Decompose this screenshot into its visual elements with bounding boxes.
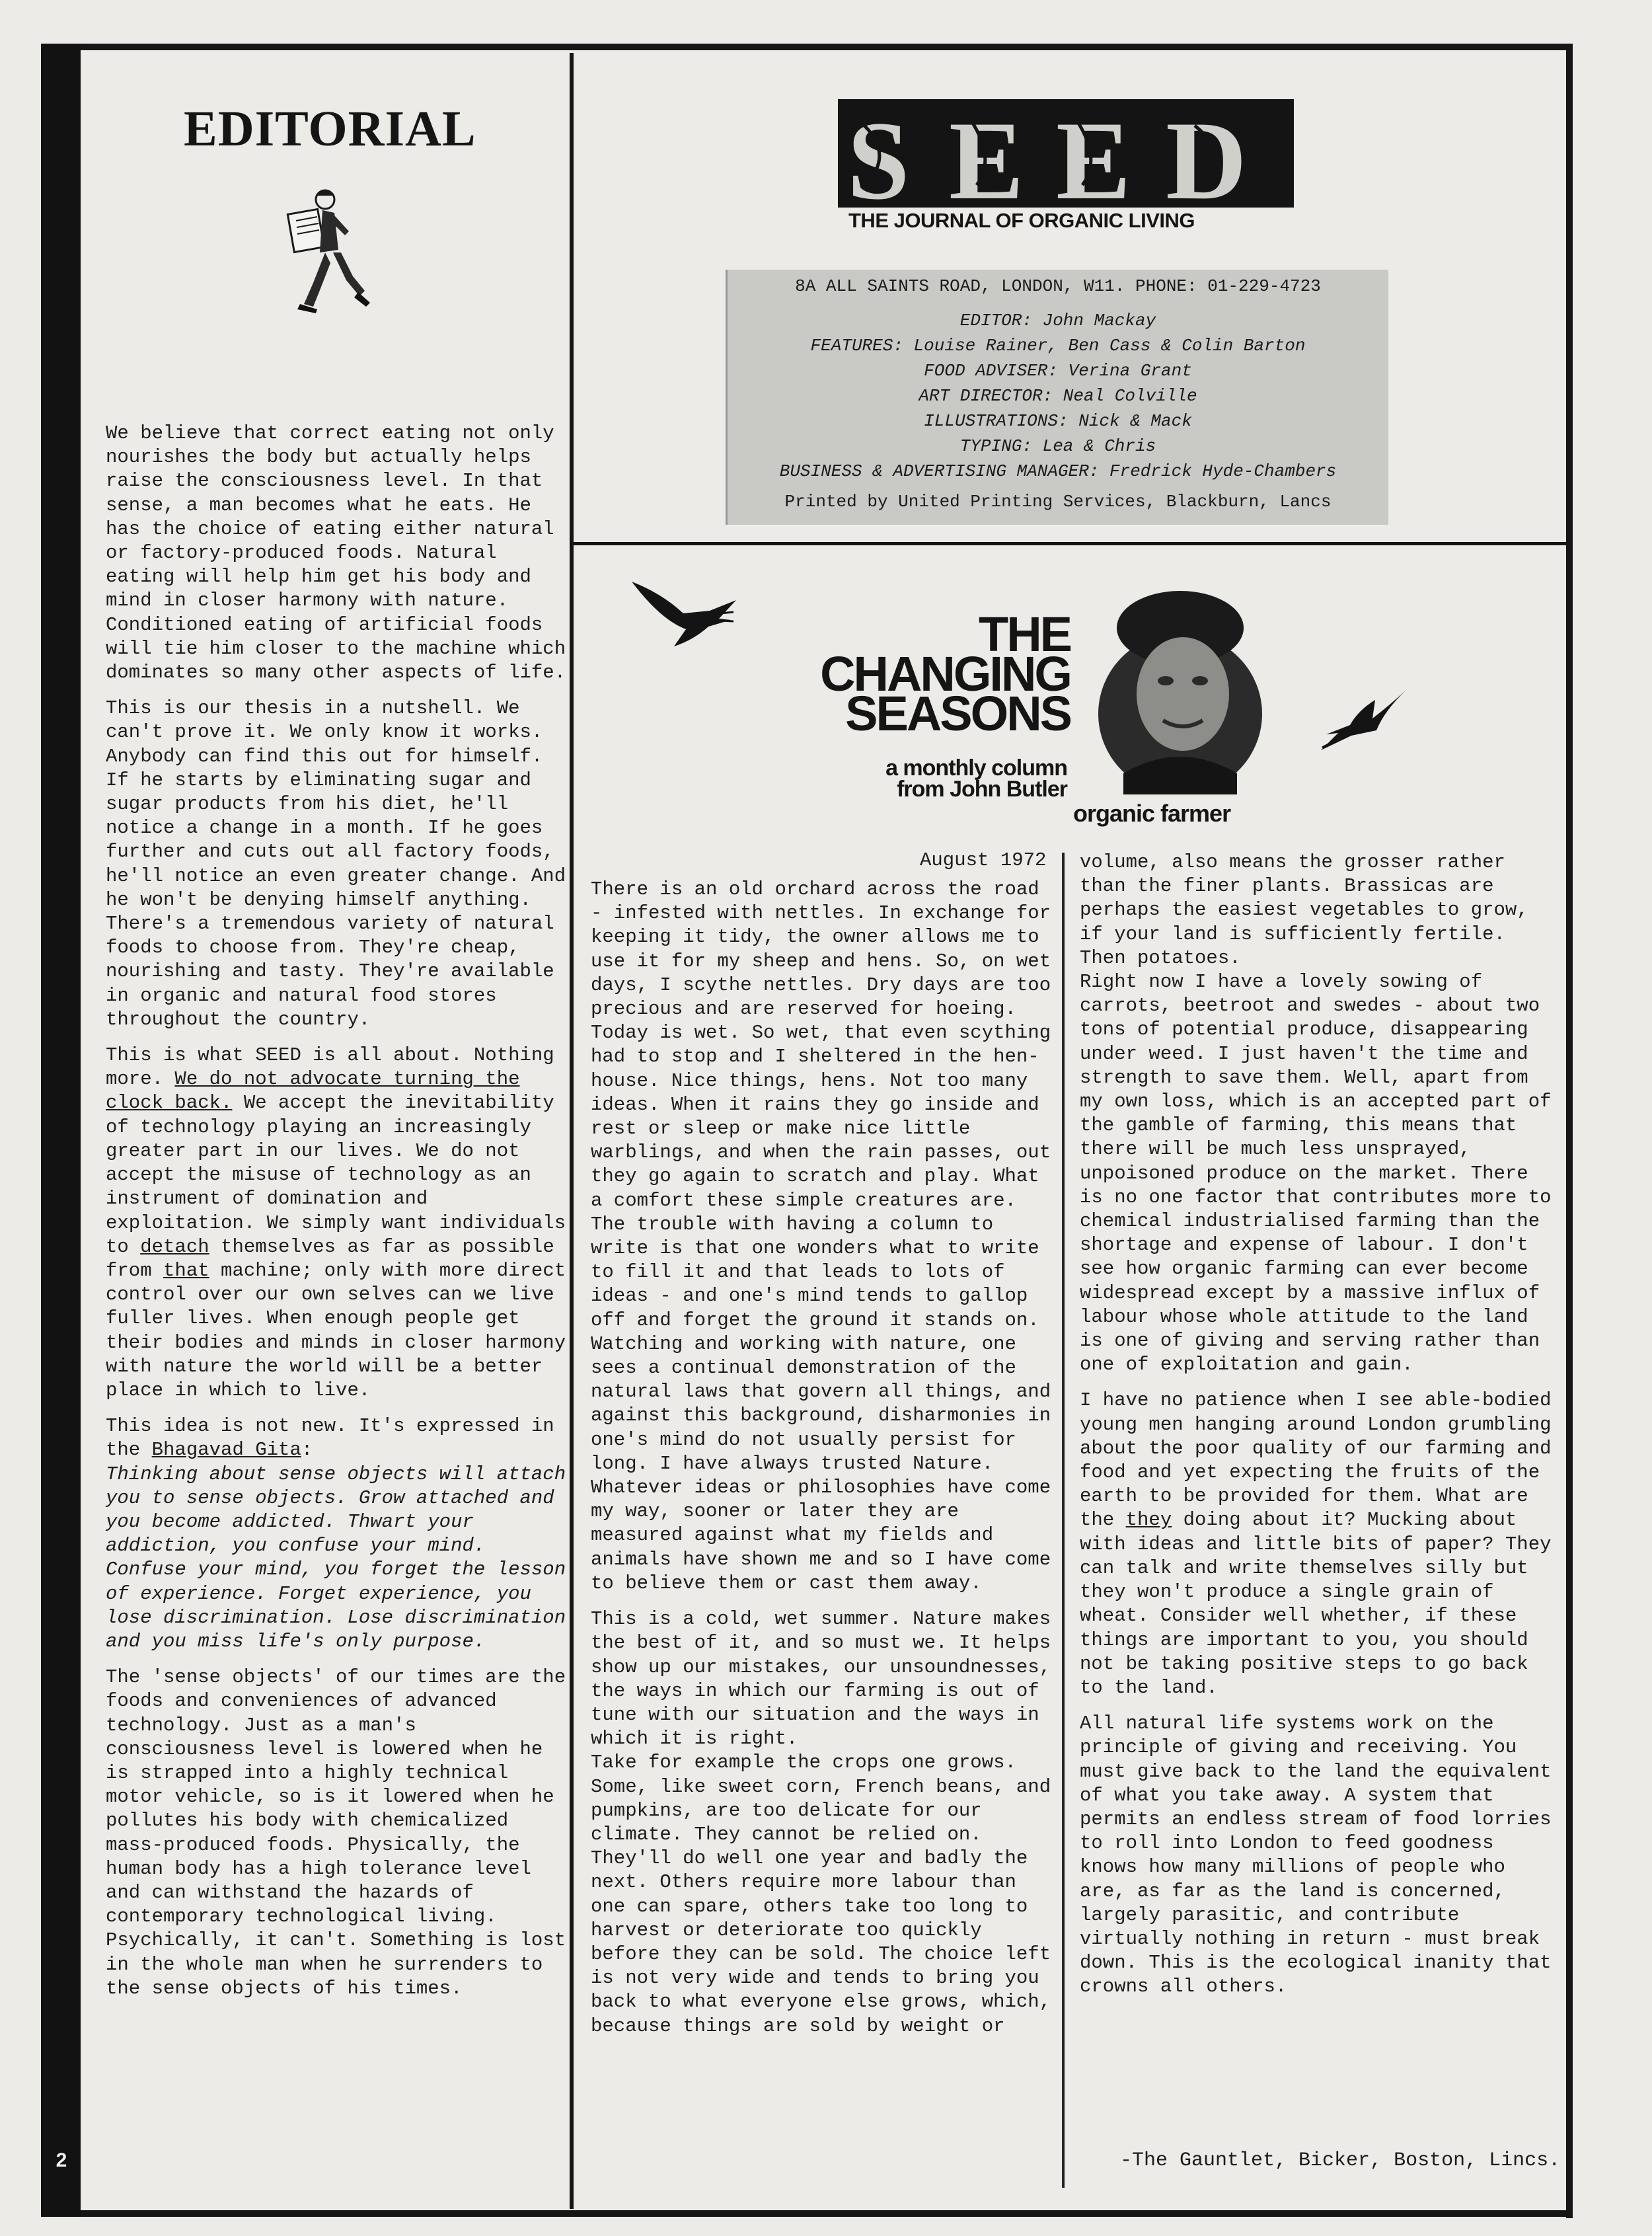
page-number: 2 xyxy=(56,2149,67,2171)
farmer-portrait xyxy=(1097,582,1263,794)
address-line: 8A ALL SAINTS ROAD, LONDON, W11. PHONE: 01-229-4723 xyxy=(795,276,1321,296)
text-run: This is what SEED is all about. Nothing more. xyxy=(106,1044,554,1091)
staff-line: ILLUSTRATIONS: Nick & Mack xyxy=(924,411,1192,431)
underlined-text: We do not advocate turning the clock back. xyxy=(106,1068,520,1114)
column-body-middle xyxy=(591,878,1053,2050)
column-paragraph xyxy=(1080,1389,1556,1700)
staff-line: FOOD ADVISER: Verina Grant xyxy=(924,361,1192,381)
seed-subtitle: THE JOURNAL OF ORGANIC LIVING xyxy=(848,209,1195,232)
printer-line: Printed by United Printing Services, Blackburn, Lancs xyxy=(784,492,1332,512)
staff-line: TYPING: Lea & Chris xyxy=(959,436,1156,456)
author-signoff: -The Gauntlet, Bicker, Boston, Lincs. xyxy=(1120,2149,1561,2172)
masthead-divider xyxy=(572,542,1567,545)
editorial-paragraph xyxy=(106,1414,568,1462)
staff-line: EDITOR: John Mackay xyxy=(959,311,1156,330)
text-run: This idea is not new. It's expressed in the xyxy=(106,1415,554,1461)
seed-logo-letter: S xyxy=(847,99,910,208)
column-title xyxy=(740,607,1070,741)
editorial-paragraph: The 'sense objects' of our times are the foods and conveniences of advanced technology. Just as a man's consciousness level is lowered when he is strapped into a highly technical motor vehicle, so is it lowered when he pollutes his body with chemicalized mass-produced foods. Physically, the human body has a high tolerance level and can withstand the hazards of contemporary technological living. Psychically, it can't. Something is lost in the whole man when he surrenders to the sense objects of his times. xyxy=(106,1666,566,1999)
editorial-paragraph: This is our thesis in a nutshell. We can't prove it. We only know it works. Anybody can find this out for himself. If he starts by eliminating sugar and sugar products from his diet, he'll notice a change in a month. If he goes further and cuts out all factory foods, he'll notice an even greater change. And he won't be denying himself anything. There's a tremendous variety of natural foods to choose from. They're cheap, nourishing and tasty. They're available in organic and natural food stores throughout the country. xyxy=(106,697,566,1030)
column-paragraph: Right now I have a lovely sowing of carrots, beetroot and swedes - about two tons of potential produce, disappearing under weed. I just haven't the time and strength to save them. Well, apart from my own loss, which is an accepted part of the gamble of farming, this means that there will be much less unsprayed, unpoisoned produce on the market. There is no one factor that contributes more to chemical industrialised farming than the shortage and expense of labour. I don't see how organic farming can ever become widespread except by a massive influx of labour whose whole attitude to the land is one of giving and serving rather than one of exploitation and gain. xyxy=(1080,971,1552,1376)
column-paragraph: volume, also means the grosser rather than the finer plants. Brassicas are perhaps the easiest vegetables to grow, if your land is sufficiently fertile. Then potatoes. xyxy=(1080,851,1528,969)
column-subtitle xyxy=(809,757,1067,800)
gita-quote: Thinking about sense objects will attach you to sense objects. Grow attached and you become addicted. Thwart your addiction, you confuse your mind. Confuse your mind, you forget the lesson of experience. Forget experience, you lose discrimination. Lose discrimination and you miss life's only purpose. xyxy=(106,1463,566,1652)
border-top xyxy=(41,44,1573,50)
staff-line: ART DIRECTOR: Neal Colville xyxy=(919,386,1197,406)
column-author-role: organic farmer xyxy=(1073,800,1231,827)
editorial-heading: EDITORIAL xyxy=(184,101,476,157)
column-paragraph: This is a cold, wet summer. Nature makes the best of it, and so must we. It helps show up our mistakes, our unsoundnesses, the ways in which our farming is out of tune with our situation and the ways in which it is right. xyxy=(591,1608,1051,1750)
text-run: We accept the inevitability of technology playing an increasingly greater part in our lives. We do not accept the misuse of technology as an instrument of domination and exploitation. We simply want individuals to xyxy=(106,1092,566,1258)
column-body-right xyxy=(1080,851,1556,2011)
swallow-icon xyxy=(1312,684,1411,769)
seed-logo-letter: D xyxy=(1166,99,1247,208)
editorial-body xyxy=(106,422,568,2013)
column-subtitle-line: a monthly column xyxy=(885,755,1067,781)
editorial-paragraph xyxy=(106,1044,568,1403)
swallow-icon xyxy=(628,574,739,652)
seed-logo xyxy=(838,99,1294,208)
column-title-line: THE xyxy=(979,607,1070,662)
border-right xyxy=(1566,44,1573,2218)
underlined-text: Bhagavad Gita xyxy=(151,1439,301,1461)
staff-line: FEATURES: Louise Rainer, Ben Cass & Colin Barton xyxy=(810,336,1306,356)
text-run: machine; only with more direct control over our own selves can we live fuller lives. When enough people get their bodies and minds in closer harmony with nature the world will be a better place in which to live. xyxy=(106,1259,566,1401)
text-run: : xyxy=(301,1439,313,1461)
text-run: doing about it? Mucking about with ideas and little bits of paper? They can talk and write themselves silly but they won't produce a single grain of wheat. Consider well whether, if these things are important to you, you should not be taking positive steps to go back to the land. xyxy=(1080,1509,1552,1699)
staff-line: BUSINESS & ADVERTISING MANAGER: Fredrick Hyde-Chambers xyxy=(779,461,1337,481)
seed-logo-letter: E xyxy=(1056,99,1131,208)
column-date: August 1972 xyxy=(920,849,1047,871)
underlined-text: detach xyxy=(140,1235,209,1258)
column-subtitle-line: from John Butler xyxy=(897,777,1067,802)
column-paragraph: There is an old orchard across the road - infested with nettles. In exchange for keeping it tidy, the owner allows me to use it for my sheep and hens. So, on wet days, I scythe nettles. Dry days are too precious and are reserved for hoeing. Today is wet. So wet, that even scything had to stop and I sheltered in the hen-house. Nice things, hens. Not too many ideas. When it rains they go inside and rest or sleep or make nice little warblings, and when the rain passes, out they go again to scratch and play. What a comfort these simple creatures are. The trouble with having a column to write is that one wonders what to write to fill it and that leads to lots of ideas - and one's mind tends to gallop off and forget the ground it stands on. Watching and working with nature, one sees a continual demonstration of the natural laws that govern all things, and against this background, disharmonies in one's mind do not usually persist for long. I have always trusted Nature. Whatever ideas or philosophies have come my way, sooner or later they are measured against what my fields and animals have shown me and so I have come to believe them or cast them away. xyxy=(591,878,1051,1594)
article-column-divider xyxy=(1062,853,1065,2188)
border-bottom xyxy=(41,2210,1573,2217)
editorial-paragraph: We believe that correct eating not only nourishes the body but actually helps raise the consciousness level. In that sense, a man becomes what he eats. He has the choice of eating either natural or factory-produced foods. Natural eating will help him get his body and mind in closer harmony with nature. Conditioned eating of artificial foods will tie him closer to the machine which dominates so many other aspects of life. xyxy=(106,422,566,684)
text-run: themselves as far as possible from xyxy=(106,1235,554,1282)
column-title-line: CHANGING xyxy=(820,646,1070,701)
underlined-text: they xyxy=(1125,1509,1172,1531)
column-divider xyxy=(570,53,574,2209)
column-paragraph: Take for example the crops one grows. Some, like sweet corn, French beans, and pumpkins, are too delicate for our climate. They cannot be relied on. They'll do well one year and badly the next. Others require more labour than one can spare, others take too long to harvest or deteriorate too quickly before they can be sold. The choice left is not very wide and tends to bring you back to what everyone else grows, which, because things are sold by weight or xyxy=(591,1752,1051,2037)
seed-logo-letter: E xyxy=(949,99,1024,208)
column-title-line: SEASONS xyxy=(845,686,1070,741)
staff-box xyxy=(726,270,1388,525)
newsboy-illustration xyxy=(264,184,383,323)
underlined-text: that xyxy=(163,1259,209,1282)
text-run: I have no patience when I see able-bodied young men hanging around London grumbling about the poor quality of our farming and food and yet expecting the fruits of the earth to be provided for them. What are the xyxy=(1080,1389,1552,1531)
column-paragraph: All natural life systems work on the principle of giving and receiving. You must give back to the land the equivalent of what you take away. A system that permits an endless stream of food lorries to roll into London to feed goodness knows how many millions of people who are, as far as the land is concerned, largely parasitic, and contribute virtually nothing in return - must break down. This is the ecological inanity that crowns all others. xyxy=(1080,1713,1552,1998)
left-black-bar xyxy=(41,44,81,2217)
